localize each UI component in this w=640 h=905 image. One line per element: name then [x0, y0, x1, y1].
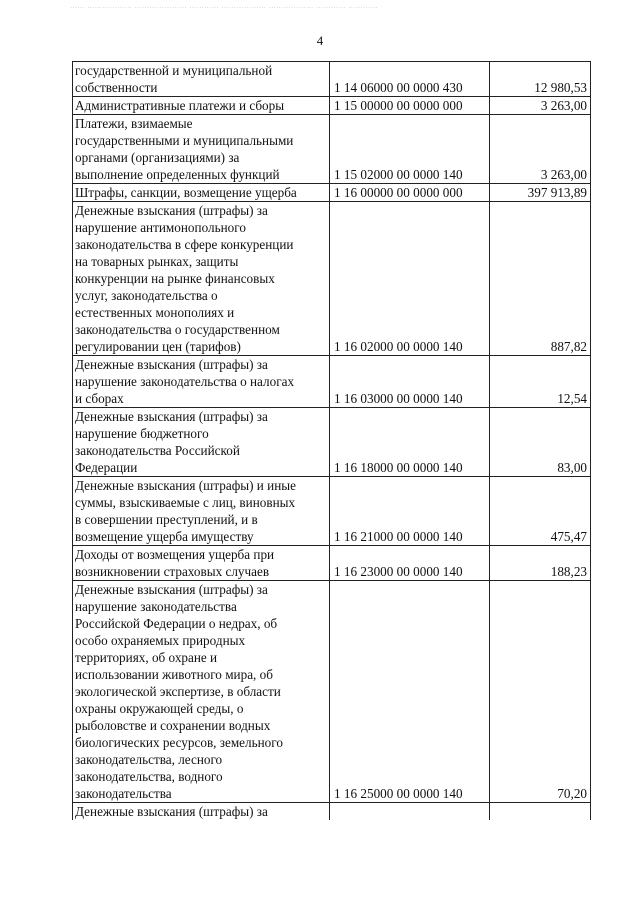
row-name: государственной и муниципальной собственности [73, 62, 330, 97]
table-row [73, 581, 591, 803]
row-name: Денежные взыскания (штрафы) за [73, 803, 330, 821]
row-name: Административные платежи и сборы [73, 97, 330, 115]
row-name: Денежные взыскания (штрафы) за нарушение антимонопольного законодательства в сфере конкуренции на товарных рынках, защиты конкуренции на рынке финансовых услуг, законодательства о естественных монополиях и законодательства о государственном регулировании цен (тарифов) [73, 202, 330, 356]
header-scan-noise: …… ……………… ………………… ………… ……………… ……………… ………… ………… [70, 2, 379, 10]
table-row [73, 62, 591, 97]
row-name: Денежные взыскания (штрафы) за нарушение бюджетного законодательства Российской Федерации [73, 408, 330, 477]
row-amount: 188,23 [490, 546, 591, 581]
row-code: 1 16 00000 00 0000 000 [330, 184, 490, 202]
row-code: 1 14 06000 00 0000 430 [330, 62, 490, 97]
row-amount: 83,00 [490, 408, 591, 477]
row-code [330, 803, 490, 821]
row-amount [490, 803, 591, 821]
table-row [73, 184, 591, 202]
row-name: Доходы от возмещения ущерба при возникновении страховых случаев [73, 546, 330, 581]
row-code: 1 16 02000 00 0000 140 [330, 202, 490, 356]
table-row [73, 408, 591, 477]
row-amount: 3 263,00 [490, 115, 591, 184]
table-row [73, 477, 591, 546]
row-amount: 12,54 [490, 356, 591, 408]
row-amount: 397 913,89 [490, 184, 591, 202]
row-name: Денежные взыскания (штрафы) за нарушение законодательства Российской Федерации о недрах, об особо охраняемых природных территориях, об охране и использовании животного мира, об экологической экспертизе, в области охраны окружающей среды, о рыболовстве и сохранении водных биологических ресурсов, земельного законодательства, лесного законодательства, водного законодательства [73, 581, 330, 803]
row-amount: 12 980,53 [490, 62, 591, 97]
table-row-continued [73, 803, 591, 821]
row-name: Денежные взыскания (штрафы) за нарушение законодательства о налогах и сборах [73, 356, 330, 408]
row-name: Штрафы, санкции, возмещение ущерба [73, 184, 330, 202]
row-amount: 887,82 [490, 202, 591, 356]
table-row [73, 97, 591, 115]
row-code: 1 15 00000 00 0000 000 [330, 97, 490, 115]
row-amount: 70,20 [490, 581, 591, 803]
row-amount: 3 263,00 [490, 97, 591, 115]
table-row [73, 546, 591, 581]
row-code: 1 16 25000 00 0000 140 [330, 581, 490, 803]
row-name: Денежные взыскания (штрафы) и иные суммы, взыскиваемые с лиц, виновных в совершении преступлений, и в возмещение ущерба имуществу [73, 477, 330, 546]
page-number: 4 [316, 33, 324, 48]
table-row [73, 202, 591, 356]
revenue-table [72, 61, 591, 820]
row-code: 1 16 21000 00 0000 140 [330, 477, 490, 546]
row-amount: 475,47 [490, 477, 591, 546]
row-code: 1 16 23000 00 0000 140 [330, 546, 490, 581]
row-name: Платежи, взимаемые государственными и муниципальными органами (организациями) за выполнение определенных функций [73, 115, 330, 184]
row-code: 1 15 02000 00 0000 140 [330, 115, 490, 184]
table-row [73, 115, 591, 184]
table-row [73, 356, 591, 408]
row-code: 1 16 18000 00 0000 140 [330, 408, 490, 477]
row-code: 1 16 03000 00 0000 140 [330, 356, 490, 408]
